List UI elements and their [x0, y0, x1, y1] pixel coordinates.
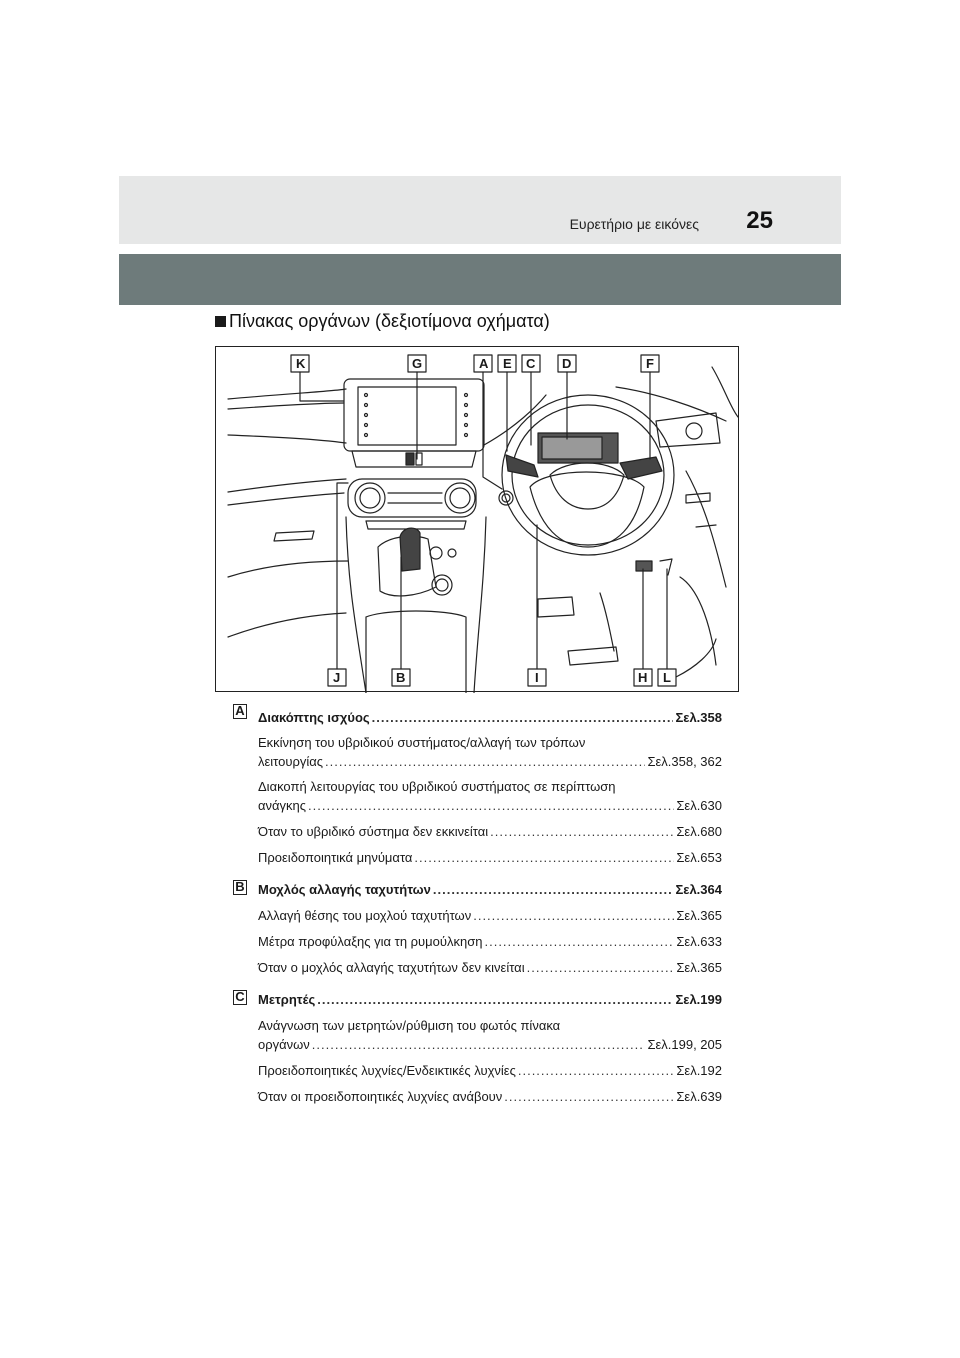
entry-title-row[interactable] — [258, 710, 722, 725]
square-bullet-icon — [215, 316, 226, 327]
item-row[interactable] — [258, 754, 722, 769]
item-row[interactable] — [258, 960, 722, 975]
page-ref: Σελ.199, 205 — [647, 1037, 722, 1052]
dot-leader — [518, 1063, 675, 1078]
item-row[interactable] — [258, 824, 722, 839]
dashboard-illustration — [215, 346, 739, 692]
entry-badge: A — [233, 704, 247, 719]
page-ref: Σελ.365 — [676, 908, 722, 923]
item-text: Όταν το υβριδικό σύστημα δεν εκκινείται — [258, 824, 489, 839]
callout-l: L — [663, 670, 671, 685]
entry-title-row[interactable] — [258, 992, 722, 1007]
page-ref: Σελ.630 — [676, 798, 722, 813]
entry-badge: B — [233, 880, 247, 895]
dot-leader — [484, 934, 674, 949]
callout-c: C — [526, 356, 536, 371]
item-text: ανάγκης — [258, 798, 307, 813]
callout-i: I — [535, 670, 539, 685]
page-ref: Σελ.358 — [675, 710, 722, 725]
page-header — [119, 176, 841, 244]
entry-title: Διακόπτης ισχύος — [258, 710, 370, 725]
dot-leader — [308, 798, 674, 813]
entry-title: Μοχλός αλλαγής ταχυτήτων — [258, 882, 431, 897]
entry-title: Μετρητές — [258, 992, 316, 1007]
item-text: Προειδοποιητικές λυχνίες/Ενδεικτικές λυχνίες — [258, 1063, 516, 1078]
page-ref: Σελ.639 — [676, 1089, 722, 1104]
dot-leader — [490, 824, 674, 839]
dot-leader — [504, 1089, 674, 1104]
page-ref: Σελ.653 — [676, 850, 722, 865]
header-band — [119, 254, 841, 305]
section-title — [215, 311, 550, 332]
item-text: Αλλαγή θέσης του μοχλού ταχυτήτων — [258, 908, 472, 923]
item-row[interactable] — [258, 1037, 722, 1052]
item-row[interactable] — [258, 1063, 722, 1078]
page-ref: Σελ.364 — [675, 882, 722, 897]
item-text-line1: Εκκίνηση του υβριδικού συστήματος/αλλαγή των τρόπων — [258, 735, 586, 750]
item-text: λειτουργίας — [258, 754, 324, 769]
item-text: Όταν ο μοχλός αλλαγής ταχυτήτων δεν κινείται — [258, 960, 525, 975]
callout-boxes-top — [291, 355, 659, 372]
callout-a: A — [479, 356, 489, 371]
dot-leader — [473, 908, 674, 923]
callout-b: B — [396, 670, 406, 685]
callout-d: D — [562, 356, 572, 371]
callout-f: F — [646, 356, 654, 371]
item-row[interactable] — [258, 850, 722, 865]
item-row[interactable] — [258, 798, 722, 813]
callout-boxes-bottom — [328, 669, 676, 686]
callout-h: H — [638, 670, 648, 685]
dot-leader — [312, 1037, 646, 1052]
callout-g: G — [412, 356, 423, 371]
page-number: 25 — [746, 207, 773, 234]
dot-leader — [325, 754, 645, 769]
entry-badge: C — [233, 990, 247, 1005]
item-row[interactable] — [258, 1089, 722, 1104]
dashboard-drawing — [216, 347, 740, 693]
item-text: Όταν οι προειδοποιητικές λυχνίες ανάβουν — [258, 1089, 503, 1104]
dot-leader — [527, 960, 675, 975]
page-ref: Σελ.680 — [676, 824, 722, 839]
dot-leader — [372, 710, 674, 725]
callout-e: E — [503, 356, 512, 371]
page-ref: Σελ.365 — [676, 960, 722, 975]
item-text-line1: Διακοπή λειτουργίας του υβριδικού συστήματος σε περίπτωση — [258, 779, 616, 794]
section-title-text: Πίνακας οργάνων (δεξιοτίμονα οχήματα) — [229, 311, 550, 331]
callout-j: J — [333, 670, 341, 685]
dot-leader — [433, 882, 674, 897]
item-text-line1: Ανάγνωση των μετρητών/ρύθμιση του φωτός πίνακα — [258, 1018, 561, 1033]
page-ref: Σελ.633 — [676, 934, 722, 949]
item-row[interactable] — [258, 908, 722, 923]
header-title: Ευρετήριο με εικόνες — [569, 216, 699, 232]
callout-k: K — [296, 356, 306, 371]
dot-leader — [414, 850, 674, 865]
item-text: Μέτρα προφύλαξης για τη ρυμούλκηση — [258, 934, 483, 949]
item-text: Προειδοποιητικά μηνύματα — [258, 850, 413, 865]
page-ref: Σελ.199 — [675, 992, 722, 1007]
entry-title-row[interactable] — [258, 882, 722, 897]
page-ref: Σελ.358, 362 — [647, 754, 722, 769]
dot-leader — [317, 992, 673, 1007]
item-row[interactable] — [258, 934, 722, 949]
page-ref: Σελ.192 — [676, 1063, 722, 1078]
item-text: οργάνων — [258, 1037, 310, 1052]
